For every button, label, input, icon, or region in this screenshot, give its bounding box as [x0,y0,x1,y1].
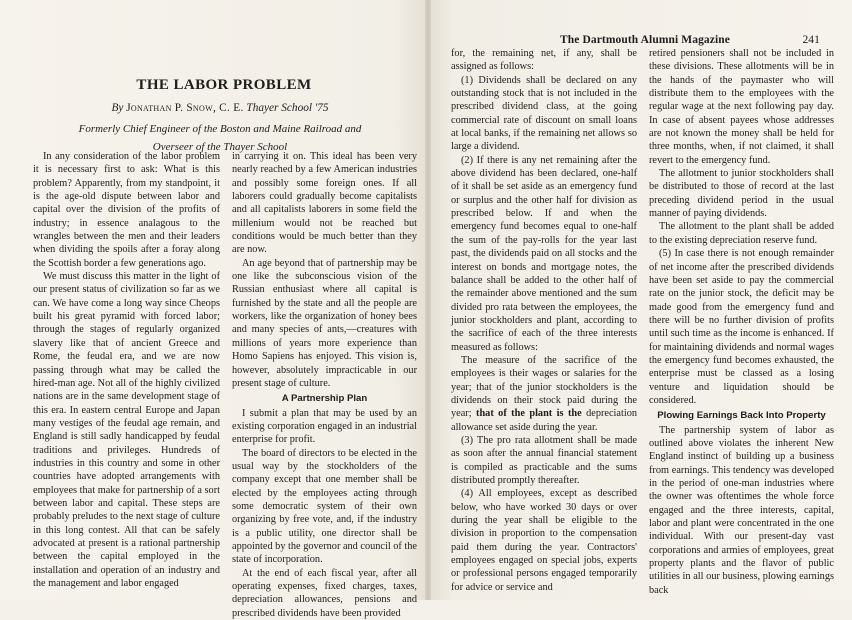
paragraph: We must discuss this matter in the light of our present status of civilization so far as we can. We have come a long way since Cheops built his great pyramid with forced labor; through the stages of regularly organized slavery like that of ancient Greece and Rome, the feudal era, and we are now passing through what may be called the hired-man age. Not all of the highly civilized nations are in the same development stage of this era. In eastern central Europe and Japan many vestiges of the feudal age remain, and England is still sadly handicapped by feudal traditions and privileges. Hundreds of industries in this country and some in other countries have adopted arrangements with employees that make for partnership of a sort between labor and capital. These steps are probably preludes to the next stage of culture in this long contest. All that can be safely advocated at present is a rational partnership between the capital employed in the installation and operation of an industry and the management and labor engaged [33,271,220,589]
text-column-2 [232,150,418,619]
text-column-1 [33,150,220,590]
paragraph: The partnership system of labor as outlined above violates the inherent New England instinct of building up a business from earnings. This tendency was developed in the period of one-man industries where the owner was oftentimes the whole force engaged and the three interests, capital, labor and plant were concentrated in the one individual. With our present-day vast corporations and armies of employees, great property plants and the flavor of public utilities in all our business, plowing earnings back [649,424,834,596]
affiliation-line-1: Formerly Chief Engineer of the Boston and Maine Railroad and [78,123,362,135]
paragraph: (5) In case there is not enough remainder of net income after the prescribed dividends have been set aside to pay the commercial rate on the junior stock, the deficit may be made good from the emergency fund and there will be no further division of profits until such time as the income is enhanced. If for maintaining dividends and normal wages the emergency fund becomes exhausted, the enterprise must be classed as a losing venture and liquidation should be considered. [649,248,834,406]
text-column-3 [451,47,637,592]
paragraph: (4) All employees, except as described below, who have worked 30 days or over during the year shall be eligible to the division in proportion to the compensation paid them during the year. Contractors' employees engaged on special jobs, experts or professional persons engaged temporarily for advice or service and [451,488,637,593]
paragraph: (3) The pro rata allotment shall be made as soon after the annual financial statement is compiled as practicable and the sums distributed promptly thereafter. [451,434,637,486]
paragraph: In any consideration of the labor problem it is necessary first to ask: What is this problem? Apparently, from my standpoint, it is the age-old dispute between labor and capital over the division of the profits of industry; in essence analagous to the wrangles between the men and their leaders when dividing the spoils after a foray along the Scottish border a few generations ago. [33,151,220,269]
paragraph-text: depreciation allowance set aside during the year. [451,408,638,433]
section-heading-plowing-earnings: Plowing Earnings Back Into Property [657,410,826,422]
paragraph [451,354,637,434]
paragraph: (2) If there is any net remaining after the above dividend has been declared, one-half of it shall be set aside as an emergency fund or surplus and the other half for division as prescribed below. If and when the emergency fund becomes equal to one-half the sum of the pay-rolls for the year last past, the dividends paid on all stocks and the interest on bonds and mortgage notes, the balance shall be added to the other half of the remainder above mentioned and the sum divided pro rata between the employees, the junior stockholders and plant, according to the sacrifice of each of the three interests measured as follows: [451,154,637,353]
page-gutter [425,0,431,600]
paragraph: retired pensioners shall not be included in these divisions. These allotments will be in the hands of the paymaster who will distribute them to the employees with the regular wage at the next following pay day. In case of absent payees whose addresses are not known the money shall be held for three months, when, if not claimed, it shall revert to the emergency fund. [649,48,834,166]
paragraph: in carrying it on. This ideal has been very nearly reached by a few American industries and possibly some foreign ones. If all laborers could gradually become capitalists and all capitalists laborers in some field the millenium would not be reached but conditions would be much better than they are now. [232,151,417,256]
paragraph: At the end of each fiscal year, after all operating expenses, fixed charges, taxes, depreciation allowances, pensions and prescribed dividends have been provided [232,567,417,619]
bold-phrase: that of the plant is the [471,408,582,420]
magazine-name: The Dartmouth Alumni Magazine [560,34,730,46]
paragraph: An age beyond that of partnership may be one like the subconscious vision of the Russian enthusiast where all capital is furnished by the state and all the people are workers, like the organization of honey bees and many species of ants,—creatures with millions of years more experience than Homo Sapiens has enjoyed. This vision is, however, absolutely impracticable in our present stage of culture. [232,257,417,389]
paragraph: The allotment to the plant shall be added to the existing depreciation reserve fund. [649,221,834,246]
paragraph-text: The measure of the sacrifice of the employees is their wages or salaries for the year; that of the junior stockholders is the dividends on their stock paid during the year; [451,354,637,420]
paragraph: The board of directors to be elected in the usual way by the stockholders of the company except that one member shall be elected by the employees acting through some democratic system of their own organizing by free vote, and, if the industry is a public utility, one director shall be appointed by the governor and council of the state of incorporation. [232,447,418,566]
byline [20,102,420,114]
article-header [20,77,420,156]
byline-prefix: By [111,102,127,114]
paragraph: I submit a plan that may be used by an existing corporation engaged in an industrial enterprise for profit. [232,407,417,446]
running-head [560,34,820,46]
paragraph: for, the remaining net, if any, shall be assigned as follows: [451,48,637,73]
author-school: Thayer School '75 [243,102,329,114]
author-name: Jonathan P. Snow, C. E. [126,102,244,114]
paragraph: (1) Dividends shall be declared on any outstanding stock that is not included in the prescribed dividend class, at the going commercial rate of discount on small loans at local banks, if the remaining net allows so large a dividend. [451,74,637,153]
affiliation-line-2: Overseer of the Thayer School [152,141,288,153]
section-heading-partnership-plan: A Partnership Plan [281,393,368,405]
article-title: THE LABOR PROBLEM [136,77,312,93]
text-column-4 [649,47,834,596]
page-number: 241 [802,34,820,46]
paragraph: The allotment to junior stockholders shall be distributed to those of record at the last preceding dividend period in the usual manner of paying dividends. [649,168,834,220]
